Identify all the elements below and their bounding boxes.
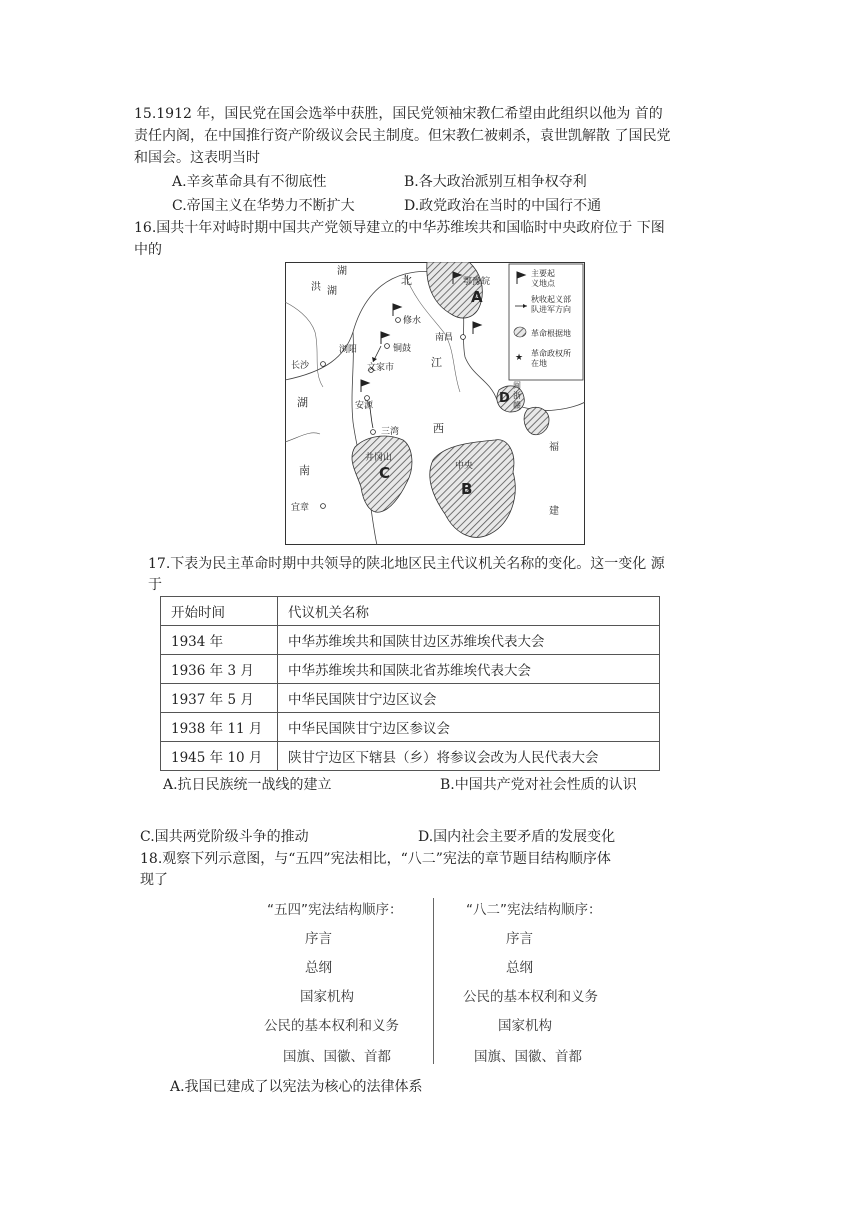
- q17-stem-line-1: 17.下表为民主革命时期中共领导的陕北地区民主代议机关名称的变化。这一变化 源: [148, 556, 665, 572]
- q15-option-c: C.帝国主义在华势力不断扩大: [172, 198, 355, 214]
- q15-stem-line-3: 和国会。这表明当时: [134, 150, 260, 166]
- legend-capital: 革命政权所: [531, 349, 571, 358]
- q17-option-b: B.中国共产党对社会性质的认识: [440, 777, 637, 793]
- q17-option-d: D.国内社会主要矛盾的发展变化: [418, 829, 616, 845]
- region-xi: 西: [433, 422, 444, 435]
- place-changsha: 长沙: [291, 361, 310, 371]
- q17-stem-line-2: 于: [148, 577, 162, 593]
- bayer-title: “八二”宪法结构顺序：: [466, 902, 602, 918]
- table-cell: 1945 年 10 月: [161, 742, 278, 771]
- q18-stem-line-1: 18.观察下列示意图，与“五四”宪法相比，“八二”宪法的章节题目结构顺序体: [140, 851, 611, 867]
- region-bei: 北: [401, 274, 412, 287]
- place-anyuan: 安源: [355, 401, 374, 411]
- bayer-item: 序言: [506, 931, 533, 947]
- region-jian: 建: [549, 506, 559, 517]
- table-header: 开始时间: [161, 597, 278, 626]
- legend-uprising-2: 义地点: [531, 279, 555, 288]
- q15-option-a: A.辛亥革命具有不彻底性: [172, 174, 327, 190]
- legend-base: 革命根据地: [531, 329, 571, 338]
- place-yichang: 宜章: [291, 503, 310, 513]
- q15-option-d: D.政党政治在当时的中国行不通: [404, 198, 602, 214]
- wusi-item: 国家机构: [300, 989, 354, 1005]
- table-row: [161, 655, 660, 684]
- place-wenjiashi: 文家市: [367, 363, 395, 373]
- place-gan: 赣: [513, 401, 521, 410]
- table-cell: 1934 年: [161, 626, 278, 655]
- q16-stem-line-2: 中的: [134, 242, 162, 258]
- legend-star-icon: ★: [515, 353, 524, 363]
- legend-march: 秋收起义部: [531, 295, 571, 304]
- place-sanwan: 三湾: [381, 427, 400, 437]
- wusi-item: 国旗、国徽、首都: [283, 1049, 391, 1065]
- place-xiushui: 修水: [403, 316, 422, 326]
- map-label-b: B: [461, 480, 473, 498]
- table-cell: 中华苏维埃共和国陕甘边区苏维埃代表大会: [278, 626, 660, 655]
- table-row: [161, 684, 660, 713]
- region-hu-left: 湖: [297, 396, 308, 409]
- q16-stem-line-1: 16.国共十年对峙时期中国共产党领导建立的中华苏维埃共和国临时中央政府位于 下图: [134, 220, 665, 236]
- q18-option-a: A.我国已建成了以宪法为核心的法律体系: [170, 1079, 423, 1095]
- table-cell: 中华民国陕甘宁边区议会: [278, 684, 660, 713]
- region-jiang: 江: [431, 356, 442, 369]
- bayer-item: 国旗、国徽、首都: [474, 1049, 582, 1065]
- table-cell: 中华民国陕甘宁边区参议会: [278, 713, 660, 742]
- base-area-minzhegan-east: [524, 407, 549, 434]
- table-cell: 陕甘宁边区下辖县（乡）将参议会改为人民代表大会: [278, 742, 660, 771]
- revolution-base-map: [285, 262, 585, 545]
- region-hong: 洪: [311, 282, 321, 293]
- region-hu-2: 湖: [327, 286, 337, 297]
- table-cell: 1936 年 3 月: [161, 655, 278, 684]
- legend-capital-2: 在地: [531, 359, 547, 368]
- table-cell: 1938 年 11 月: [161, 713, 278, 742]
- place-zhongyang: 中央: [455, 461, 474, 471]
- region-fu: 福: [549, 442, 559, 453]
- place-liuyang: 浏阳: [339, 345, 358, 355]
- place-jinggangshan: 井冈山: [365, 453, 393, 463]
- bayer-item: 公民的基本权利和义务: [463, 989, 598, 1005]
- q15-stem-line-1: 15.1912 年，国民党在国会选举中获胜，国民党领袖宋教仁希望由此组织以他为 首的: [134, 106, 663, 122]
- q15-stem-line-2: 责任内阁，在中国推行资产阶级议会民主制度。但宋教仁被刺杀，袁世凯解散 了国民党: [134, 128, 671, 144]
- bayer-item: 总纲: [506, 960, 533, 976]
- table-header: 代议机关名称: [278, 597, 660, 626]
- table-row: [161, 713, 660, 742]
- q15-option-b: B.各大政治派别互相争权夺利: [404, 174, 587, 190]
- legend-uprising: 主要起: [531, 269, 555, 278]
- map-label-d: D: [499, 391, 510, 406]
- place-tonggu: 铜鼓: [393, 344, 412, 354]
- place-nanchang: 南昌: [435, 333, 454, 343]
- table-cell: 1937 年 5 月: [161, 684, 278, 713]
- wusi-item: 序言: [305, 931, 332, 947]
- region-nan: 南: [299, 464, 310, 477]
- place-eyuwan: 鄂豫皖: [463, 277, 491, 287]
- wusi-title: “五四”宪法结构顺序：: [267, 902, 403, 918]
- wusi-item: 总纲: [305, 960, 332, 976]
- table-header-row: [161, 597, 660, 626]
- legend-base-icon: [514, 327, 526, 337]
- congress-name-table: [160, 596, 660, 771]
- wusi-item: 公民的基本权利和义务: [264, 1018, 399, 1034]
- table-cell: 中华苏维埃共和国陕北省苏维埃代表大会: [278, 655, 660, 684]
- q17-option-c: C.国共两党阶级斗争的推动: [140, 829, 309, 845]
- map-label-c: C: [379, 464, 391, 482]
- q18-stem-line-2: 现了: [140, 872, 168, 888]
- region-hu-top: 湖: [337, 266, 347, 277]
- place-zhe: 浙: [513, 391, 521, 400]
- table-row: [161, 626, 660, 655]
- q17-option-a: A.抗日民族统一战线的建立: [163, 777, 332, 793]
- place-min: 闽: [513, 381, 521, 390]
- table-row: [161, 742, 660, 771]
- map-label-a: A: [471, 288, 483, 306]
- legend-march-2: 队进军方向: [531, 305, 571, 314]
- bayer-item: 国家机构: [498, 1018, 552, 1034]
- diagram-divider: [433, 898, 434, 1064]
